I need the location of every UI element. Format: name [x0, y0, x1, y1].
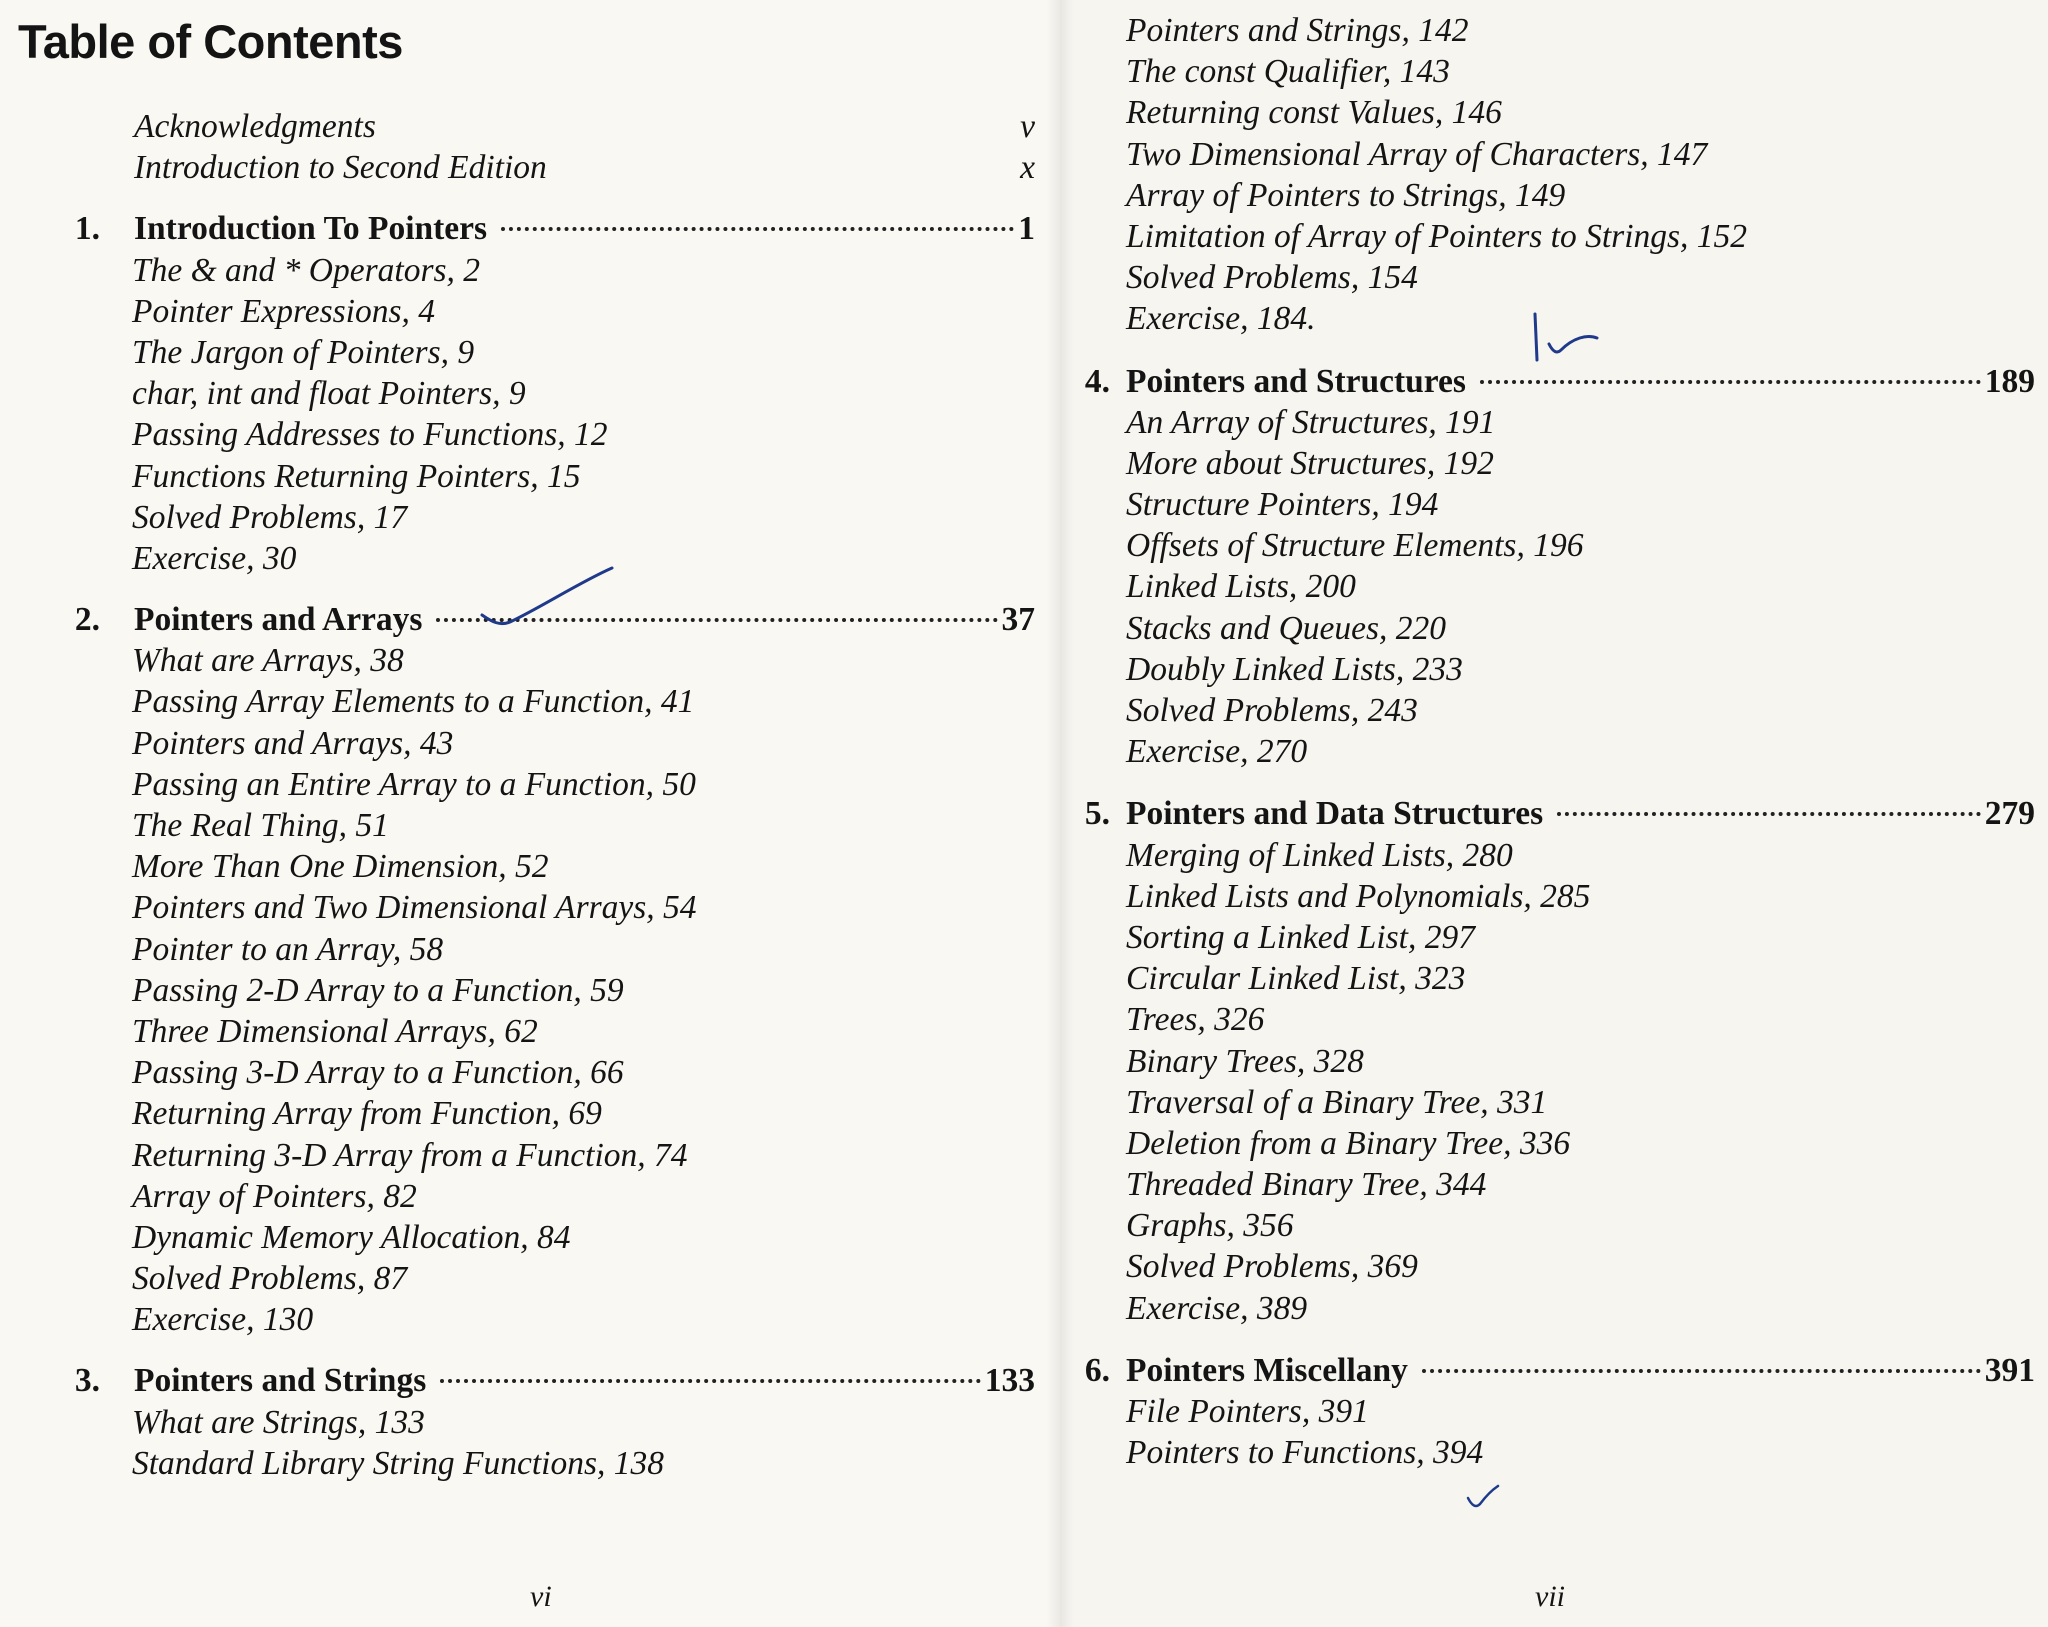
chapter-title: Pointers and Strings: [134, 1362, 427, 1400]
topic-entry: Linked Lists, 200: [1126, 568, 1356, 606]
topic-entry: Traversal of a Binary Tree, 331: [1126, 1083, 1548, 1121]
topic-entry: Solved Problems, 87: [132, 1260, 408, 1298]
topic-entry: Pointers and Two Dimensional Arrays, 54: [132, 889, 697, 927]
topic-entry: Stacks and Queues, 220: [1126, 609, 1447, 647]
topic-entry: Binary Trees, 328: [1126, 1042, 1364, 1080]
chapter-title: Pointers and Data Structures: [1126, 795, 1544, 833]
chapter-page-number: 279: [1984, 795, 2035, 833]
topic-entry: char, int and float Pointers, 9: [132, 375, 526, 413]
topic-entry: Exercise, 184.: [1126, 300, 1316, 338]
dot-leader: [440, 1379, 981, 1383]
chapter-title: Pointers Miscellany: [1126, 1351, 1408, 1389]
topic-entry: Array of Pointers, 82: [132, 1177, 417, 1215]
topic-entry: Functions Returning Pointers, 15: [132, 457, 581, 495]
topic-entry: The & and * Operators, 2: [132, 251, 481, 289]
chapter-heading: [60, 208, 1035, 249]
front-matter-page: v: [1020, 108, 1035, 145]
section-gap: [1060, 1329, 2035, 1350]
topic-entry: The Jargon of Pointers, 9: [132, 333, 475, 371]
chapter-number: 1.: [74, 210, 100, 248]
topic-entry: Pointer Expressions, 4: [132, 292, 436, 330]
chapter-title: Introduction To Pointers: [134, 210, 488, 248]
front-matter-label: Introduction to Second Edition: [134, 149, 547, 187]
topic-entry: What are Strings, 133: [132, 1403, 425, 1441]
front-matter-entry: [60, 147, 1035, 188]
chapter-page-number: 133: [984, 1362, 1035, 1400]
chapter-number: 6.: [1084, 1351, 1110, 1389]
page-title: Table of Contents: [18, 15, 403, 68]
topic-entry: Solved Problems, 243: [1126, 692, 1418, 729]
dot-leader: [1422, 1369, 1981, 1373]
chapter-heading: [60, 1360, 1035, 1401]
topic-entry: Pointer to an Array, 58: [132, 930, 444, 968]
topic-entry: Passing an Entire Array to a Function, 50: [132, 765, 696, 803]
topic-entry: Deletion from a Binary Tree, 336: [1126, 1124, 1571, 1162]
topic-entry: Pointers to Functions, 394: [1126, 1434, 1484, 1472]
topic-entry: Merging of Linked Lists, 280: [1126, 836, 1513, 874]
dot-leader: [1480, 380, 1981, 384]
topic-entry: Solved Problems, 17: [132, 498, 408, 536]
topic-entry: Exercise, 130: [132, 1301, 314, 1339]
front-matter-page: x: [1020, 149, 1035, 187]
topic-entry: Three Dimensional Arrays, 62: [132, 1012, 538, 1050]
toc-left-column: [60, 106, 1035, 1484]
chapter-number: 5.: [1084, 795, 1110, 833]
chapter-page-number: 189: [1984, 362, 2035, 400]
topic-entry: Returning const Values, 146: [1126, 94, 1502, 132]
chapter-title: Pointers and Structures: [1126, 362, 1466, 400]
topic-entry: Returning Array from Function, 69: [132, 1095, 602, 1133]
topic-entry: Doubly Linked Lists, 233: [1126, 650, 1463, 688]
topic-entry: Solved Problems, 154: [1126, 259, 1418, 297]
topic-entry: What are Arrays, 38: [132, 642, 404, 680]
front-matter-label: Acknowledgments: [134, 108, 376, 145]
topic-entry: Limitation of Array of Pointers to Strings, 152: [1126, 217, 1748, 255]
pen-small-tick-icon: [1462, 1480, 1502, 1514]
chapter-title: Pointers and Arrays: [134, 601, 423, 639]
topic-entry: Trees, 326: [1126, 1001, 1265, 1039]
dot-leader: [1557, 812, 1981, 816]
pen-tick-icon: [1525, 308, 1605, 368]
chapter-number: 2.: [74, 601, 100, 639]
chapter-number: 3.: [74, 1362, 100, 1400]
chapter-page-number: 1: [1018, 210, 1035, 248]
topic-entry: File Pointers, 391: [1126, 1393, 1369, 1430]
topic-entry: Graphs, 356: [1126, 1207, 1294, 1245]
chapter-number: 4.: [1084, 362, 1110, 400]
topic-entry: Pointers and Strings, 142: [1126, 12, 1469, 49]
toc-right-column: [1060, 10, 2035, 1473]
topic-entry: Pointers and Arrays, 43: [132, 724, 454, 762]
section-gap: [1060, 772, 2035, 793]
topic-entry: Two Dimensional Array of Characters, 147: [1126, 135, 1708, 173]
topic-entry: Structure Pointers, 194: [1126, 486, 1439, 524]
chapter-page-number: 37: [1001, 601, 1035, 639]
topic-entry: Array of Pointers to Strings, 149: [1126, 176, 1566, 214]
topic-entry: The Real Thing, 51: [132, 807, 389, 844]
topic-entry: Solved Problems, 369: [1126, 1248, 1418, 1286]
folio-left: vi: [530, 1580, 552, 1613]
topic-entry: Offsets of Structure Elements, 196: [1126, 527, 1584, 565]
dot-leader: [501, 227, 1014, 231]
chapter-page-number: 391: [1984, 1351, 2035, 1389]
folio-right: vii: [1535, 1580, 1565, 1613]
topic-entry: Linked Lists and Polynomials, 285: [1126, 877, 1591, 915]
chapter-heading: [1060, 1350, 2035, 1391]
topic-entry: Passing Addresses to Functions, 12: [132, 416, 608, 454]
topic-entry: Exercise, 270: [1126, 733, 1308, 771]
section-gap: [60, 1340, 1035, 1360]
topic-entry: The const Qualifier, 143: [1126, 53, 1450, 91]
front-matter-entry: [60, 106, 1035, 147]
topic-entry: Exercise, 389: [1126, 1289, 1308, 1327]
topic-entry: Circular Linked List, 323: [1126, 960, 1466, 998]
section-gap: [60, 188, 1035, 208]
topic-entry: An Array of Structures, 191: [1126, 403, 1496, 441]
topic-entry: Sorting a Linked List, 297: [1126, 918, 1475, 956]
topic-entry: Passing 2-D Array to a Function, 59: [132, 971, 624, 1009]
topic-entry: Exercise, 30: [132, 539, 297, 577]
topic-entry: Returning 3-D Array from a Function, 74: [132, 1136, 688, 1174]
topic-entry: More about Structures, 192: [1126, 444, 1494, 482]
topic-entry: Passing Array Elements to a Function, 41: [132, 683, 695, 721]
pen-checkmark-icon: [470, 560, 620, 630]
topic-entry: Dynamic Memory Allocation, 84: [132, 1218, 571, 1256]
topic-entry: More Than One Dimension, 52: [132, 848, 549, 886]
topic-entry: Threaded Binary Tree, 344: [1126, 1166, 1487, 1204]
chapter-heading: [1060, 793, 2035, 834]
topic-entry: Standard Library String Functions, 138: [132, 1444, 664, 1482]
topic-entry: Passing 3-D Array to a Function, 66: [132, 1054, 624, 1092]
